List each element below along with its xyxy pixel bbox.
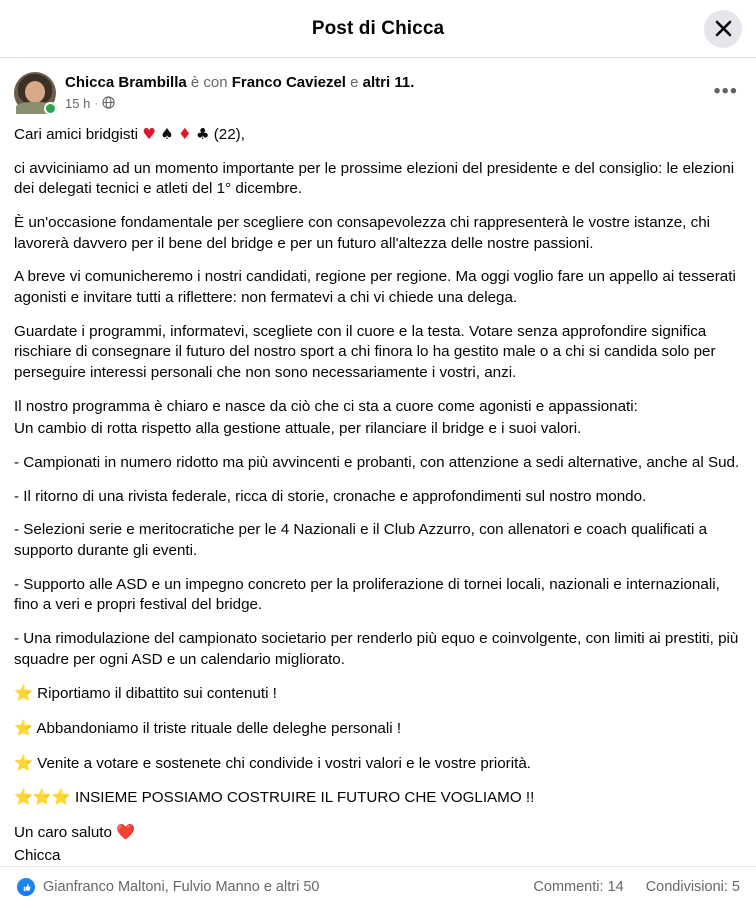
post-list-item: - Il ritorno di una rivista federale, ricca di storie, cronache e approfondimenti sul nostro mondo.: [14, 487, 647, 505]
ellipsis-icon[interactable]: •••: [710, 76, 742, 108]
post-paragraph: Un cambio di rotta rispetto alla gestione attuale, per rilanciare il bridge e i suoi valori.: [14, 420, 582, 438]
post-list-item: - Una rimodulazione del campionato societario per renderlo più equo e coinvolgente, con limiti ai prestiti, più squadre per ogni ASD e un calendario migliorato.: [14, 630, 739, 668]
post-body-text: [14, 122, 742, 866]
author-with-text: è con: [190, 74, 228, 91]
author-and-text: e: [350, 74, 359, 91]
shares-count[interactable]: Condivisioni: 5: [645, 879, 740, 896]
post-signoff: Un caro saluto ❤️: [14, 823, 136, 842]
globe-icon[interactable]: [102, 96, 115, 114]
post-list-item: - Campionati in numero ridotto ma più avvincenti e probanti, con attenzione a sedi alternative, anche al Sud.: [14, 454, 740, 472]
post-star-item: ⭐⭐⭐ INSIEME POSSIAMO COSTRUIRE IL FUTURO CHE VOGLIAMO !!: [14, 788, 535, 807]
author-block: [65, 72, 414, 113]
post-signature: Chicca: [14, 846, 61, 864]
post-star-item: ⭐ Venite a votare e sostenete chi condivide i vostri valori e le vostre priorità.: [14, 753, 532, 772]
author-name[interactable]: Chicca Brambilla: [65, 74, 187, 91]
post-paragraph-greeting: Cari amici bridgisti ♥ ♠ ♦ ♣ (22),: [14, 125, 245, 143]
post-list-item: - Supporto alle ASD e un impegno concreto per la proliferazione di tornei locali, nazionali e internazionali, fino a veri e propri festival del bridge.: [14, 575, 720, 614]
author-line: [65, 73, 414, 93]
post-paragraph: Guardate i programmi, informatevi, scegliete con il cuore e la testa. Votare senza approfondire significa rischiare di consegnare il futuro del nostro sport a chi finora lo ha gestito male o a chi si candida solo per perseguire interessi personali che non sono necessariamente i vostri, anzi.: [14, 322, 716, 382]
reactions-summary[interactable]: [16, 877, 319, 897]
post-star-item: ⭐ Riportiamo il dibattito sui contenuti !: [14, 684, 277, 703]
post-paragraph: È un'occasione fondamentale per scegliere con consapevolezza chi rappresenterà le vostre istanze, chi lavorerà davvero per il bene del bridge e per un futuro all'altezza delle nostre passioni.: [14, 214, 711, 252]
post-paragraph: Il nostro programma è chiaro e nasce da ciò che ci sta a cuore come agonisti e appassionati:: [14, 397, 638, 415]
engagement-counts: [533, 879, 740, 895]
like-icon: [16, 877, 36, 897]
post-meta: [65, 96, 414, 114]
avatar[interactable]: [14, 72, 56, 114]
others-count[interactable]: altri 11.: [362, 74, 415, 91]
dialog-header: [0, 0, 756, 58]
post-content: [0, 58, 756, 866]
post-author-header: [14, 72, 742, 122]
comments-count[interactable]: Commenti: 14: [533, 879, 624, 896]
meta-separator: ·: [94, 98, 98, 111]
close-button[interactable]: [704, 10, 742, 48]
post-star-item: ⭐ Abbandoniamo il triste rituale delle deleghe personali !: [14, 719, 402, 738]
post-time[interactable]: 15 h: [65, 96, 91, 111]
online-status-dot: [44, 102, 57, 115]
page-title: Post di Chicca: [311, 17, 445, 39]
post-paragraph: A breve vi comunicheremo i nostri candidati, regione per regione. Ma oggi voglio fare un appello ai tesserati agonisti e invitare tutti a riflettere: non fermatevi a chi vi chiede una delega.: [14, 268, 736, 307]
close-icon: [714, 19, 733, 38]
post-paragraph: ci avviciniamo ad un momento importante per le prossime elezioni del presidente e del consiglio: le elezioni dei delegati tecnici e atleti del 1° dicembre.: [14, 159, 735, 198]
post-footer: [0, 866, 756, 909]
post-list-item: - Selezioni serie e meritocratiche per le 4 Nazionali e il Club Azzurro, con allenatori e coach qualificati a supporto durante gli eventi.: [14, 521, 708, 560]
tagged-person[interactable]: Franco Caviezel: [231, 74, 346, 91]
reaction-names[interactable]: Gianfranco Maltoni, Fulvio Manno e altri 50: [43, 879, 320, 896]
